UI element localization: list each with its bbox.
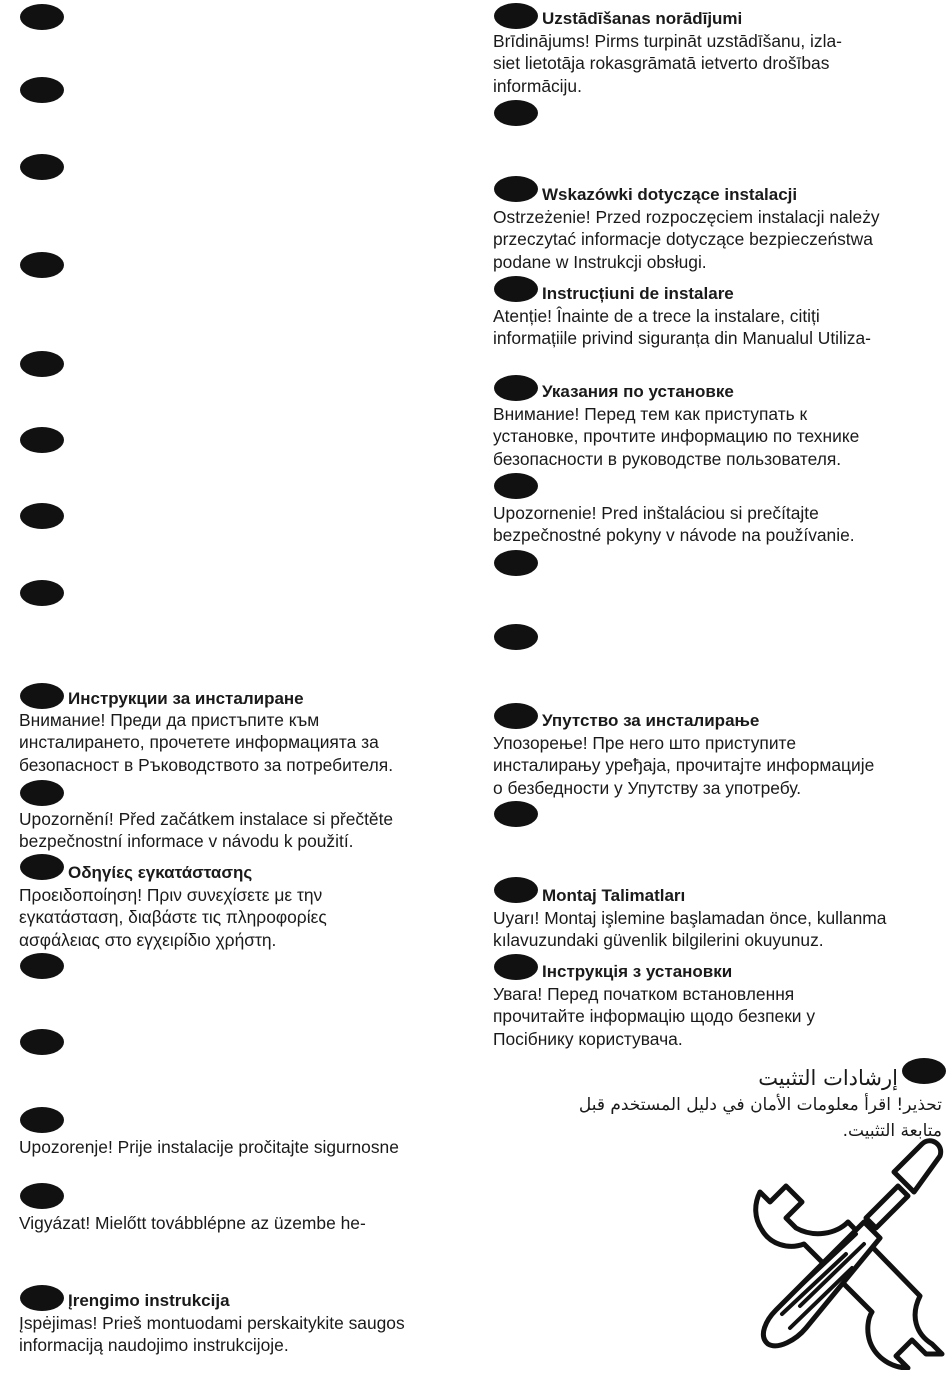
section-title-ru: Указания по установке (542, 382, 734, 401)
section-body-lv: Brīdinājums! Pirms turpināt uzstādīšanu, izla- siet lietotāja rokasgrāmatā ietverto drošības informāciju. (493, 31, 842, 96)
language-bullet (494, 624, 538, 650)
section-body-pl: Ostrzeżenie! Przed rozpoczęciem instalacji należy przeczytać informacje dotyczące bezpieczeństwa podane w Instrukcji obsługi. (493, 207, 880, 272)
section-body-hr: Upozorenje! Prije instalacije pročitajte sigurnosne (19, 1137, 399, 1157)
language-bullet (20, 1029, 64, 1055)
section-title-ar: إرشادات التثبيت (758, 1066, 898, 1090)
language-bullet (20, 252, 64, 278)
section-body-ru: Внимание! Перед тем как приступать к установке, прочтите информацию по технике безопасности в руководстве пользователя. (493, 404, 860, 469)
language-bullet (20, 953, 64, 979)
language-bullet (20, 4, 64, 30)
section-body-ro: Atenție! Înainte de a trece la instalare, citiți informațiile privind siguranța din Manualul Utiliza- (493, 306, 871, 349)
language-bullet (494, 703, 538, 729)
language-bullet (902, 1058, 946, 1084)
section-body-sr: Упозорење! Пре него што приступите инсталирању уређаја, прочитајте информације о безбедности у Упутству за употребу. (493, 733, 875, 798)
language-bullet (20, 1285, 64, 1311)
section-body-ar: تحذير! اقرأ معلومات الأمان في دليل المستخدم قبل متابعة التثبيت. (578, 1095, 942, 1141)
section-title-uk: Інструкція з установки (542, 962, 733, 981)
section-body-tr: Uyarı! Montaj işlemine başlamadan önce, kullanma kılavuzundaki güvenlik bilgilerini okuyunuz. (493, 908, 887, 951)
section-body-lt: Įspėjimas! Prieš montuodami perskaitykite saugos informaciją naudojimo instrukcijoje. (19, 1313, 405, 1356)
language-bullet (20, 1107, 64, 1133)
section-title-pl: Wskazówki dotyczące instalacji (542, 185, 798, 204)
language-bullet (20, 154, 64, 180)
section-body-hu: Vigyázat! Mielőtt továbblépne az üzembe he- (19, 1213, 366, 1233)
section-body-el: Προειδοποίηση! Πριν συνεχίσετε με την εγκατάσταση, διαβάστε τις πληροφορίες ασφάλειας στο εγχειρίδιο χρήστη. (19, 885, 327, 950)
language-bullet (494, 100, 538, 126)
section-title-tr: Montaj Talimatları (542, 886, 686, 905)
section-title-lt: Įrengimo instrukcija (68, 1291, 230, 1310)
section-body-bg: Внимание! Преди да пристъпите към инсталирането, прочетете информацията за безопасност в Ръководството за потребителя. (19, 710, 394, 775)
wrench-screwdriver-icon (752, 1130, 948, 1370)
section-title-ro: Instrucțiuni de instalare (542, 284, 734, 303)
language-bullet (20, 780, 64, 806)
section-title-sr: Упутство за инсталирање (542, 711, 760, 730)
language-bullet (20, 683, 64, 709)
language-bullet (20, 427, 64, 453)
section-body-uk: Увага! Перед початком встановлення прочитайте інформацію щодо безпеки у Посібнику користувача. (493, 984, 816, 1049)
language-bullet (494, 3, 538, 29)
section-title-el: Οδηγίες εγκατάστασης (68, 863, 253, 882)
language-bullet (494, 375, 538, 401)
language-bullet (20, 1183, 64, 1209)
section-body-sk: Upozornenie! Pred inštaláciou si prečítajte bezpečnostné pokyny v návode na používanie. (493, 503, 855, 546)
language-bullet (20, 854, 64, 880)
section-title-bg: Инструкции за инсталиране (68, 689, 304, 708)
language-bullet (494, 550, 538, 576)
section-body-cs: Upozornění! Před začátkem instalace si přečtěte bezpečnostní informace v návodu k použití. (19, 809, 394, 852)
language-bullet (494, 473, 538, 499)
section-title-lv: Uzstādīšanas norādījumi (542, 9, 743, 28)
language-bullet (494, 877, 538, 903)
language-bullet (494, 276, 538, 302)
language-bullet (20, 351, 64, 377)
language-bullet (494, 176, 538, 202)
language-bullet (494, 954, 538, 980)
language-bullet (494, 801, 538, 827)
language-bullet (20, 77, 64, 103)
language-bullet (20, 503, 64, 529)
language-bullet (20, 580, 64, 606)
